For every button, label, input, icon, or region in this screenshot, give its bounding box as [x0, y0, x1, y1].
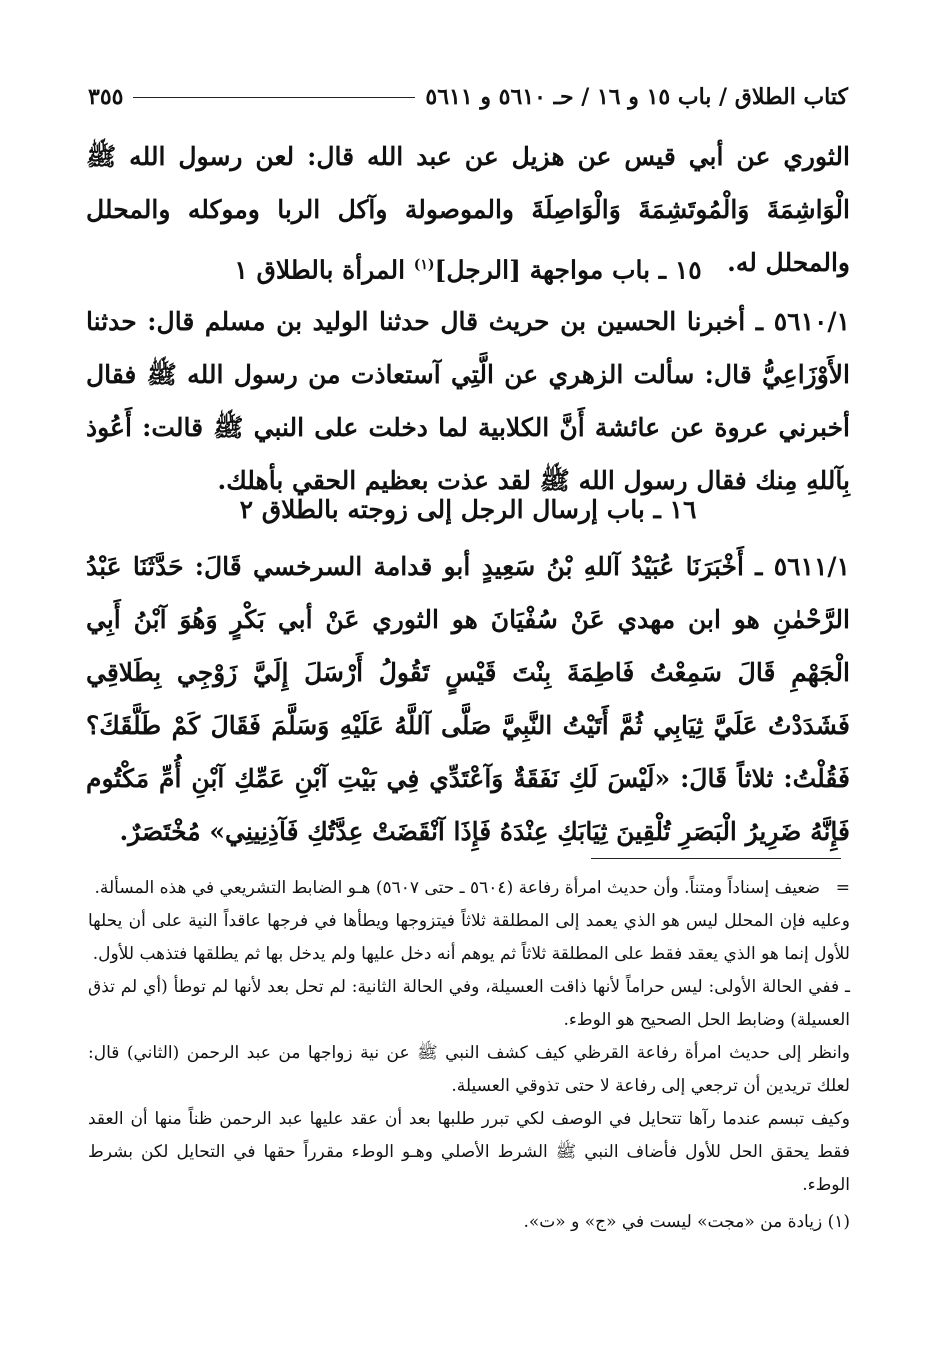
chapter-heading-16: ١٦ ـ باب إرسال الرجل إلى زوجته بالطلاق ٢ [239, 495, 697, 524]
footnote-separator [591, 858, 841, 859]
hadith-text-5611: ـ أَخْبَرَنَا عُبَيْدُ آللهِ بْنُ سَعِيدٍ أبو قدامة السرخسي قَالَ: حَدَّثَنَا عَبْدُ الرَّحْمٰنِ هو ابن مهدي عَنْ سُفْيَانَ هو الثوري عَنْ أبي بَكْرٍ وَهُوَ آبْنُ أَبِي الْجَهْمِ قَالَ سَمِعْتُ فَاطِمَةَ بِنْتَ قَيْسٍ تَقُولُ أَرْسَلَ إِلَيَّ زَوْجِي بِطَلاقِي فَشَدَدْتُ عَلَيَّ ثِيَابِي ثُمَّ أَتَيْتُ النَّبِيَّ صَلَّى آللَّهُ عَلَيْهِ وَسَلَّمَ فَقَالَ كَمْ طَلَّقَكَ؟ فَقُلْتُ: ثلاثاً قَالَ: «لَيْسَ لَكِ نَفَقَةٌ وَآعْتَدِّي فِي بَيْتِ آبْنِ عَمِّكِ آبْنِ أُمِّ مَكْتُوم فَإِنَّهُ ضَرِيرُ الْبَصَرِ تُلْقِينَ ثِيَابَكِ عِنْدَهُ فَإِذَا آنْقَضَتْ عِدَّتُكِ فَآذِنِينِي» مُخْتَصَرٌ. [86, 552, 850, 846]
chapter-heading-15 [86, 245, 850, 290]
hadith-number-5610: ٥٦١٠/١ [773, 307, 850, 336]
footnote-paragraph: ـ ففي الحالة الأولى: ليس حراماً لأنها ذاقت العسيلة، وفي الحالة الثانية: لم تحل بعد لأنها لم توطأ (أي لم تذق العسيلة) وضابط الحل الصحيح هو الوطء. [88, 977, 850, 1030]
hadith-5611 [86, 540, 850, 858]
footnote-paragraph: وانظر إلى حديث امرأة رفاعة القرظي كيف كشف النبي ﷺ عن نية زواجها من عبد الرحمن (الثاني) قال: لعلك تريدين أن ترجعي إلى رفاعة لا حتى تذوقي العسيلة. [88, 1043, 850, 1096]
heading-15-text-before: ١٥ ـ باب مواجهة [الرجل] [434, 255, 702, 285]
footnote-paragraph [88, 872, 850, 905]
footnote-paragraph: وكيف تبسم عندما رآها تتحايل في الوصف لكي تبرر طلبها بعد أن عقد عليها عبد الرحمن ظناً منها أن العقد فقط يحقق الحل للأول فأضاف النبي ﷺ الشرط الأصلي وهـو الوطء مقرراً حقها في التحايل لكن بشرط الوطء. [88, 1109, 850, 1195]
header-rule [133, 97, 415, 98]
heading-15-text-after: المرأة بالطلاق ١ [234, 255, 414, 285]
footnote-paragraph: وعليه فإن المحلل ليس هو الذي يعمد إلى المطلقة ثلاثاً فيتزوجها ويطأها في فرجها عاقداً النية على أن يحلها للأول إنما هو الذي يعقد فقط على المطلقة ثلاثاً ثم يوهم أنه دخل عليها ولم يدخل بها ثم يطلقها فتذهب للأول. [88, 911, 850, 964]
hadith-number-5611: ٥٦١١/١ [773, 552, 850, 581]
continuation-mark: = [835, 878, 850, 898]
paragraph-continuation: الثوري عن أبي قيس عن هزيل عن عبد الله قال: لعن رسول الله ﷺ الْوَاشِمَةَ وَالْمُوتَشِمَةَ وَالْوَاصِلَةَ والموصولة وآكل الربا وموكله والمحلل والمحلل له. [86, 142, 850, 277]
hadith-5610 [86, 295, 850, 507]
footnote-1: (١) زيادة من «مجت» ليست في «ج» و «ت». [523, 1212, 850, 1232]
header-title: كتاب الطلاق / باب ١٥ و ١٦ / حـ ٥٦١٠ و ٥٦١١ [425, 84, 848, 110]
running-header [88, 80, 848, 114]
footnote-text: ضعيف إسناداً ومتناً. وأن حديث امرأة رفاعة (٥٦٠٤ ـ حتى ٥٦٠٧) هـو الضابط التشريعي في هذه المسألة. [94, 878, 820, 898]
page-number: ٣٥٥ [88, 84, 124, 110]
footnote-ref-1: (١) [413, 257, 435, 273]
hadith-text-5610: ـ أخبرنا الحسين بن حريث قال حدثنا الوليد بن مسلم قال: حدثنا الأَوْزَاعِيُّ قال: سألت الزهري عن الَّتِي آستعاذت من رسول الله ﷺ فقال أخبرني عروة عن عائشة أَنَّ الكلابية لما دخلت على النبي ﷺ قالت: أَعُوذ بِآللهِ مِنك فقال رسول الله ﷺ لقد عذت بعظيم الحقي بأهلك. [86, 307, 850, 495]
footnotes [88, 872, 850, 1239]
